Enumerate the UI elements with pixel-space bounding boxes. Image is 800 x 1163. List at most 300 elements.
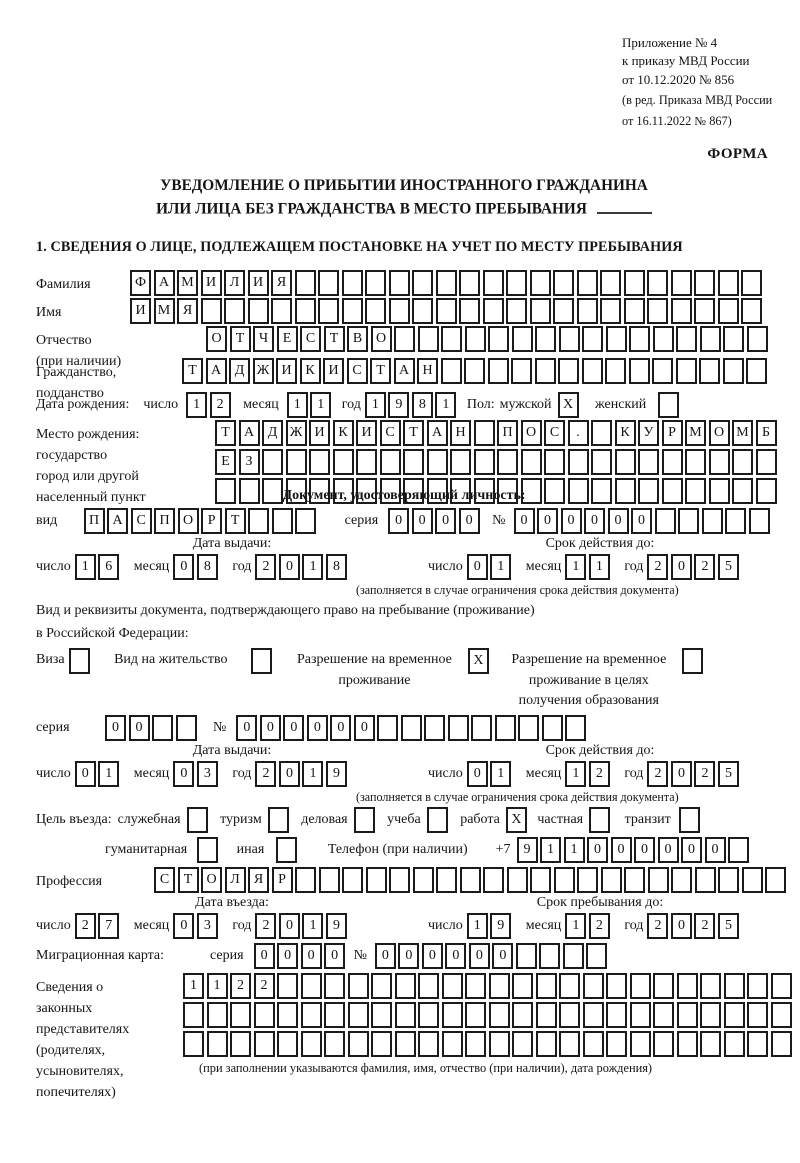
char-box[interactable]: О [201,867,222,893]
char-box[interactable] [591,420,612,446]
char-box[interactable] [319,867,340,893]
char-box[interactable] [187,807,208,833]
char-box[interactable]: П [84,508,105,534]
char-box[interactable]: 2 [589,761,610,787]
purpose-private-checkbox[interactable] [589,807,613,833]
char-box[interactable] [536,1031,557,1057]
char-box[interactable] [324,973,345,999]
char-box[interactable] [624,270,645,296]
char-box[interactable]: 2 [647,913,668,939]
char-box[interactable] [239,478,260,504]
char-box[interactable]: Т [230,326,251,352]
char-box[interactable]: 3 [197,761,218,787]
purpose-official-checkbox[interactable] [187,807,211,833]
char-box[interactable]: X [468,648,489,674]
char-box[interactable]: А [394,358,415,384]
char-box[interactable] [448,715,469,741]
char-box[interactable] [272,508,293,534]
male-checkbox[interactable] [558,392,582,418]
char-box[interactable] [615,449,636,475]
char-box[interactable] [450,449,471,475]
char-box[interactable]: И [276,358,297,384]
char-box[interactable]: 1 [565,761,586,787]
char-box[interactable] [254,1002,275,1028]
char-box[interactable] [483,270,504,296]
char-box[interactable] [771,1031,792,1057]
char-box[interactable] [653,973,674,999]
char-box[interactable] [377,715,398,741]
char-box[interactable]: И [248,270,269,296]
char-box[interactable]: 1 [183,973,204,999]
char-box[interactable] [539,943,560,969]
char-box[interactable] [747,1002,768,1028]
char-box[interactable] [230,1031,251,1057]
char-box[interactable] [401,715,422,741]
char-box[interactable]: 0 [705,837,726,863]
char-box[interactable]: 1 [564,837,585,863]
char-box[interactable] [512,1031,533,1057]
char-box[interactable]: 0 [681,837,702,863]
char-box[interactable] [676,326,697,352]
char-box[interactable]: 1 [435,392,456,418]
purpose-work-checkbox[interactable] [506,807,530,833]
char-box[interactable] [732,449,753,475]
char-box[interactable]: С [131,508,152,534]
char-box[interactable] [427,449,448,475]
char-box[interactable] [583,973,604,999]
char-box[interactable]: 0 [671,913,692,939]
char-box[interactable] [648,867,669,893]
char-box[interactable]: 0 [277,943,298,969]
char-box[interactable] [559,1031,580,1057]
char-box[interactable] [553,270,574,296]
char-box[interactable]: С [544,420,565,446]
char-box[interactable]: И [130,298,151,324]
char-box[interactable] [718,867,739,893]
char-box[interactable]: К [300,358,321,384]
char-box[interactable]: А [107,508,128,534]
char-box[interactable]: Р [201,508,222,534]
char-box[interactable] [577,298,598,324]
char-box[interactable]: 8 [412,392,433,418]
char-box[interactable] [615,478,636,504]
char-box[interactable] [389,270,410,296]
char-box[interactable] [724,1002,745,1028]
char-box[interactable] [365,298,386,324]
char-box[interactable]: 0 [105,715,126,741]
char-box[interactable] [483,298,504,324]
char-box[interactable] [624,867,645,893]
char-box[interactable] [747,326,768,352]
char-box[interactable] [536,973,557,999]
char-box[interactable] [394,326,415,352]
char-box[interactable]: 0 [467,761,488,787]
char-box[interactable] [230,1002,251,1028]
char-box[interactable] [709,478,730,504]
char-box[interactable]: 0 [422,943,443,969]
char-box[interactable] [342,270,363,296]
char-box[interactable] [348,973,369,999]
char-box[interactable] [638,449,659,475]
char-box[interactable] [506,298,527,324]
char-box[interactable]: 2 [694,761,715,787]
residence-permit-checkbox[interactable] [251,648,275,674]
char-box[interactable]: 0 [634,837,655,863]
char-box[interactable] [295,298,316,324]
char-box[interactable]: М [732,420,753,446]
char-box[interactable] [559,973,580,999]
char-box[interactable] [495,715,516,741]
char-box[interactable] [647,298,668,324]
char-box[interactable] [224,298,245,324]
char-box[interactable]: 2 [255,761,276,787]
char-box[interactable] [333,449,354,475]
char-box[interactable] [276,837,297,863]
char-box[interactable]: 0 [354,715,375,741]
char-box[interactable] [371,1002,392,1028]
char-box[interactable]: 2 [210,392,231,418]
char-box[interactable] [268,807,289,833]
char-box[interactable] [512,326,533,352]
char-box[interactable] [254,1031,275,1057]
char-box[interactable]: . [568,420,589,446]
char-box[interactable]: 0 [254,943,275,969]
char-box[interactable] [655,508,676,534]
char-box[interactable] [695,867,716,893]
char-box[interactable] [518,715,539,741]
char-box[interactable] [309,449,330,475]
char-box[interactable]: О [206,326,227,352]
char-box[interactable]: Д [262,420,283,446]
char-box[interactable]: 2 [254,973,275,999]
char-box[interactable] [442,1002,463,1028]
char-box[interactable] [318,270,339,296]
char-box[interactable] [512,1002,533,1028]
char-box[interactable] [709,449,730,475]
char-box[interactable] [207,1031,228,1057]
char-box[interactable]: 0 [279,913,300,939]
char-box[interactable] [700,973,721,999]
char-box[interactable] [395,973,416,999]
char-box[interactable] [489,973,510,999]
char-box[interactable] [582,326,603,352]
char-box[interactable] [507,867,528,893]
char-box[interactable] [685,478,706,504]
char-box[interactable]: X [558,392,579,418]
char-box[interactable] [530,298,551,324]
char-box[interactable] [342,867,363,893]
char-box[interactable]: 0 [469,943,490,969]
char-box[interactable]: А [154,270,175,296]
char-box[interactable] [629,358,650,384]
char-box[interactable] [152,715,173,741]
char-box[interactable] [277,973,298,999]
char-box[interactable] [702,508,723,534]
char-box[interactable]: 0 [129,715,150,741]
char-box[interactable] [277,1031,298,1057]
char-box[interactable]: 2 [255,554,276,580]
char-box[interactable] [371,1031,392,1057]
char-box[interactable] [746,358,767,384]
purpose-tourism-checkbox[interactable] [268,807,292,833]
char-box[interactable] [215,478,236,504]
char-box[interactable]: Л [225,867,246,893]
char-box[interactable] [694,298,715,324]
char-box[interactable]: О [521,420,542,446]
char-box[interactable] [489,1002,510,1028]
char-box[interactable] [682,648,703,674]
char-box[interactable]: С [380,420,401,446]
char-box[interactable] [568,478,589,504]
char-box[interactable]: И [356,420,377,446]
char-box[interactable]: 9 [490,913,511,939]
char-box[interactable] [535,358,556,384]
char-box[interactable] [324,1031,345,1057]
char-box[interactable]: 6 [98,554,119,580]
char-box[interactable] [412,270,433,296]
char-box[interactable]: 8 [326,554,347,580]
char-box[interactable]: Ж [286,420,307,446]
char-box[interactable] [395,1002,416,1028]
char-box[interactable] [506,270,527,296]
char-box[interactable]: Е [277,326,298,352]
char-box[interactable] [441,326,462,352]
char-box[interactable] [441,358,462,384]
char-box[interactable] [183,1031,204,1057]
char-box[interactable]: 1 [310,392,331,418]
char-box[interactable]: 1 [490,554,511,580]
char-box[interactable] [591,478,612,504]
char-box[interactable]: 1 [302,913,323,939]
char-box[interactable] [559,1002,580,1028]
char-box[interactable]: Я [271,270,292,296]
char-box[interactable] [723,358,744,384]
char-box[interactable] [207,1002,228,1028]
char-box[interactable] [600,270,621,296]
char-box[interactable] [286,449,307,475]
char-box[interactable] [262,449,283,475]
char-box[interactable] [724,1031,745,1057]
char-box[interactable]: 2 [694,554,715,580]
char-box[interactable] [511,358,532,384]
char-box[interactable] [700,326,721,352]
char-box[interactable] [638,478,659,504]
char-box[interactable] [436,270,457,296]
char-box[interactable]: Т [182,358,203,384]
char-box[interactable] [403,449,424,475]
char-box[interactable] [652,358,673,384]
char-box[interactable]: Ф [130,270,151,296]
char-box[interactable]: 0 [467,554,488,580]
char-box[interactable]: Т [403,420,424,446]
char-box[interactable] [536,1002,557,1028]
char-box[interactable] [442,973,463,999]
char-box[interactable] [348,1031,369,1057]
char-box[interactable] [653,1031,674,1057]
char-box[interactable] [582,358,603,384]
char-box[interactable]: 2 [589,913,610,939]
char-box[interactable]: 1 [287,392,308,418]
char-box[interactable] [356,449,377,475]
char-box[interactable]: 1 [467,913,488,939]
char-box[interactable]: О [371,326,392,352]
char-box[interactable] [756,449,777,475]
char-box[interactable] [389,298,410,324]
char-box[interactable] [262,478,283,504]
char-box[interactable] [436,298,457,324]
char-box[interactable] [248,298,269,324]
char-box[interactable] [530,867,551,893]
char-box[interactable]: Ч [253,326,274,352]
char-box[interactable] [765,867,786,893]
char-box[interactable] [653,326,674,352]
char-box[interactable]: Т [178,867,199,893]
char-box[interactable] [544,449,565,475]
char-box[interactable]: К [615,420,636,446]
char-box[interactable]: 2 [647,761,668,787]
char-box[interactable] [605,358,626,384]
char-box[interactable] [589,807,610,833]
char-box[interactable] [662,449,683,475]
char-box[interactable] [742,867,763,893]
char-box[interactable] [600,298,621,324]
char-box[interactable] [577,867,598,893]
char-box[interactable]: О [178,508,199,534]
char-box[interactable]: С [347,358,368,384]
char-box[interactable]: 9 [388,392,409,418]
char-box[interactable]: 5 [718,554,739,580]
char-box[interactable] [176,715,197,741]
char-box[interactable] [679,807,700,833]
char-box[interactable]: 0 [459,508,480,534]
char-box[interactable]: 1 [565,554,586,580]
char-box[interactable] [427,807,448,833]
char-box[interactable] [677,973,698,999]
char-box[interactable] [747,973,768,999]
char-box[interactable]: 0 [283,715,304,741]
char-box[interactable]: 0 [435,508,456,534]
char-box[interactable]: М [685,420,706,446]
char-box[interactable]: 5 [718,913,739,939]
char-box[interactable]: 9 [517,837,538,863]
char-box[interactable]: 1 [98,761,119,787]
char-box[interactable] [544,478,565,504]
char-box[interactable] [412,298,433,324]
char-box[interactable] [554,867,575,893]
char-box[interactable]: Е [215,449,236,475]
char-box[interactable]: 1 [75,554,96,580]
char-box[interactable]: Р [662,420,683,446]
char-box[interactable]: У [638,420,659,446]
char-box[interactable] [756,478,777,504]
char-box[interactable]: 3 [197,913,218,939]
char-box[interactable]: П [497,420,518,446]
char-box[interactable]: 0 [611,837,632,863]
char-box[interactable] [464,358,485,384]
char-box[interactable] [69,648,90,674]
char-box[interactable]: О [709,420,730,446]
char-box[interactable] [488,358,509,384]
char-box[interactable] [277,1002,298,1028]
char-box[interactable]: 1 [302,554,323,580]
char-box[interactable] [629,326,650,352]
char-box[interactable] [647,270,668,296]
char-box[interactable]: 0 [587,837,608,863]
char-box[interactable] [483,867,504,893]
char-box[interactable] [606,1031,627,1057]
char-box[interactable] [460,867,481,893]
char-box[interactable] [662,478,683,504]
char-box[interactable] [723,326,744,352]
char-box[interactable] [442,1031,463,1057]
char-box[interactable]: М [177,270,198,296]
char-box[interactable] [418,1031,439,1057]
char-box[interactable]: 8 [197,554,218,580]
char-box[interactable] [488,326,509,352]
char-box[interactable]: 0 [608,508,629,534]
char-box[interactable]: А [427,420,448,446]
char-box[interactable] [295,508,316,534]
char-box[interactable]: Б [756,420,777,446]
char-box[interactable] [418,326,439,352]
char-box[interactable] [380,449,401,475]
char-box[interactable] [583,1031,604,1057]
char-box[interactable] [624,298,645,324]
char-box[interactable]: С [154,867,175,893]
char-box[interactable] [474,449,495,475]
char-box[interactable] [474,420,495,446]
char-box[interactable] [542,715,563,741]
visa-checkbox[interactable] [69,648,93,674]
char-box[interactable] [459,270,480,296]
char-box[interactable]: 0 [561,508,582,534]
char-box[interactable]: Я [248,867,269,893]
char-box[interactable] [553,298,574,324]
char-box[interactable] [424,715,445,741]
char-box[interactable] [418,1002,439,1028]
char-box[interactable]: 0 [445,943,466,969]
char-box[interactable]: 9 [326,913,347,939]
char-box[interactable]: П [154,508,175,534]
char-box[interactable] [725,508,746,534]
char-box[interactable]: Н [417,358,438,384]
char-box[interactable]: М [154,298,175,324]
char-box[interactable] [459,298,480,324]
female-checkbox[interactable] [658,392,682,418]
char-box[interactable]: 1 [365,392,386,418]
char-box[interactable]: А [239,420,260,446]
char-box[interactable] [301,1031,322,1057]
char-box[interactable]: 2 [694,913,715,939]
char-box[interactable]: 7 [98,913,119,939]
char-box[interactable] [512,973,533,999]
char-box[interactable] [201,298,222,324]
char-box[interactable] [630,973,651,999]
char-box[interactable] [747,1031,768,1057]
char-box[interactable] [354,807,375,833]
char-box[interactable] [568,449,589,475]
char-box[interactable]: 0 [375,943,396,969]
char-box[interactable] [516,943,537,969]
temp-permit-checkbox[interactable] [468,648,492,674]
char-box[interactable] [295,270,316,296]
char-box[interactable] [606,1002,627,1028]
char-box[interactable]: 0 [671,761,692,787]
char-box[interactable] [271,298,292,324]
char-box[interactable] [771,1002,792,1028]
purpose-study-checkbox[interactable] [427,807,451,833]
char-box[interactable] [395,1031,416,1057]
